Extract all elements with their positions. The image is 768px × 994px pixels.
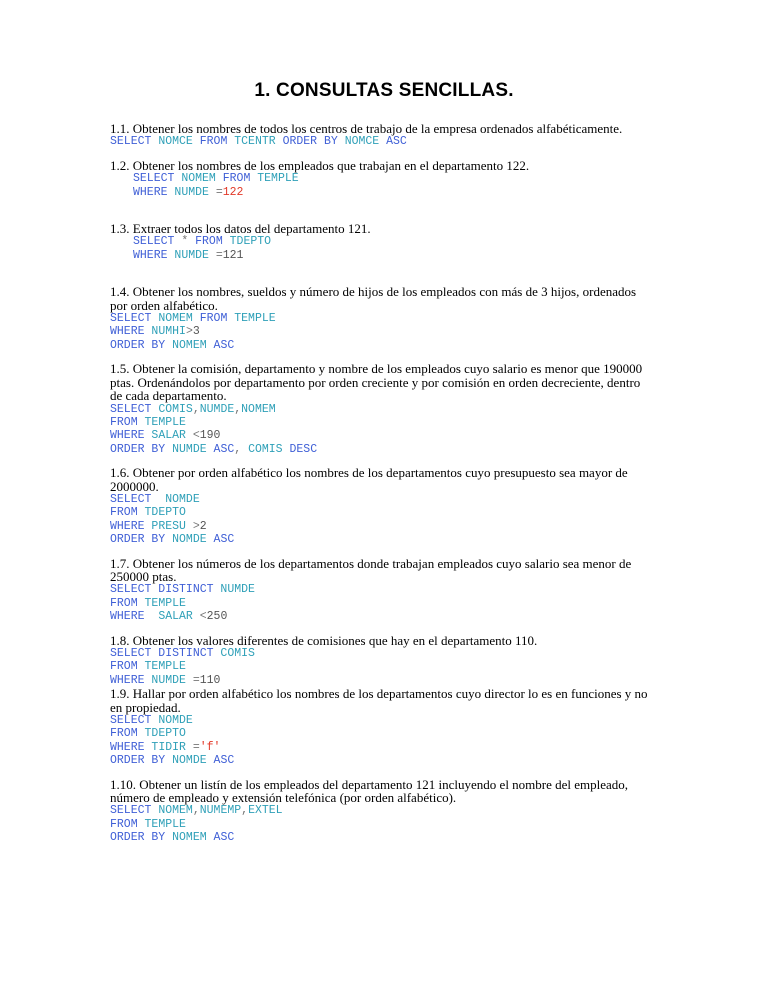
sql-token: FROM — [199, 135, 235, 149]
sql-token: * — [181, 235, 196, 249]
sql-token: NUMDE — [220, 583, 255, 597]
sql-line — [110, 727, 650, 740]
sql-token: WHERE — [110, 740, 152, 754]
sql-line — [110, 312, 650, 325]
sql-token: TEMPLE — [144, 660, 186, 674]
sql-line — [110, 403, 650, 416]
sql-token: 3 — [192, 325, 200, 339]
sql-token: FROM — [110, 660, 145, 674]
sql-token: WHERE — [110, 673, 152, 687]
exercise-2 — [110, 159, 650, 199]
sql-line — [110, 674, 650, 687]
sql-token: NUMHI — [151, 325, 186, 339]
sql-token: ORDER BY — [110, 533, 173, 547]
sql-token: SELECT — [110, 402, 159, 416]
sql-token: ASC — [213, 754, 235, 768]
sql-token: NUMDE — [172, 442, 214, 456]
sql-token: ORDER BY — [110, 831, 173, 845]
sql-token: SELECT DISTINCT — [110, 647, 221, 660]
sql-token: SELECT — [133, 172, 182, 186]
sql-line — [110, 610, 650, 623]
sql-line — [110, 135, 650, 148]
sql-token: TCENTR — [234, 135, 283, 149]
sql-line — [110, 804, 650, 817]
sql-token: NOMCE — [344, 135, 387, 149]
sql-token: ORDER BY — [110, 442, 173, 456]
sql-token: ORDER BY — [110, 338, 173, 352]
sql-token: WHERE — [110, 429, 152, 443]
sql-token: 110 — [199, 673, 221, 687]
exercise-question: 1.10. Obtener un listín de los empleados del departamento 121 incluyendo el nombre del empleado, número de empleado y extensión telefónica (por orden alfabético). — [110, 776, 629, 806]
exercise-question: 1.9. Hallar por orden alfabético los nombres de los departamentos cuyo director lo es en funciones y no en propiedad. — [110, 686, 648, 715]
sql-line — [110, 647, 650, 660]
sql-token: SELECT — [133, 235, 182, 249]
sql-token: WHERE — [110, 610, 159, 624]
sql-token: TDEPTO — [144, 727, 186, 741]
sql-token: COMIS — [158, 402, 193, 416]
sql-token: = — [215, 248, 223, 262]
exercise-question: 1.8. Obtener los valores diferentes de comisiones que hay en el departamento 110. — [110, 632, 538, 648]
sql-token: FROM — [110, 727, 145, 741]
sql-line — [110, 172, 650, 185]
sql-token: , — [192, 402, 200, 416]
sql-token: < — [199, 610, 207, 624]
sql-line — [110, 583, 650, 596]
sql-token: SELECT — [110, 135, 159, 149]
exercise-4 — [110, 285, 650, 352]
sql-line — [110, 506, 650, 519]
sql-line — [110, 831, 650, 844]
sql-token: NOMCE — [158, 135, 200, 149]
sql-line — [110, 520, 650, 533]
exercise-9 — [110, 687, 650, 767]
sql-token: NUMEMP — [199, 804, 242, 818]
exercise-question: 1.4. Obtener los nombres, sueldos y número de hijos de los empleados con más de 3 hijos, ordenados por orden alfabético. — [110, 284, 637, 313]
sql-token: SELECT — [110, 804, 159, 818]
sql-line — [110, 186, 650, 199]
sql-line — [110, 416, 650, 429]
sql-token: = — [215, 185, 223, 199]
exercise-question: 1.2. Obtener los nombres de los empleados que trabajan en el departamento 122. — [110, 157, 530, 173]
sql-line — [110, 714, 650, 727]
sql-token: < — [192, 429, 200, 443]
sql-token: > — [192, 519, 200, 533]
sql-token: WHERE — [133, 185, 175, 199]
sql-token: ASC — [213, 831, 235, 845]
exercise-question: 1.5. Obtener la comisión, departamento y nombre de los empleados cuyo salario es menor que 190000 ptas. Ordenándolos por departamento por orden creciente y por comisión en orden decreciente, dentro de cada departamento. — [110, 361, 643, 404]
sql-token: 190 — [199, 429, 221, 443]
sql-line — [110, 429, 650, 442]
sql-token: NOMDE — [158, 714, 193, 728]
sql-token: TDEPTO — [229, 235, 272, 249]
sql-token: WHERE — [110, 519, 152, 533]
sql-token: TEMPLE — [144, 817, 186, 831]
sql-line — [110, 660, 650, 673]
sql-token: WHERE — [110, 325, 152, 339]
exercise-6 — [110, 466, 650, 546]
sql-token: SELECT — [110, 312, 159, 326]
sql-line — [110, 443, 650, 456]
sql-token: , — [234, 442, 249, 456]
sql-token: SELECT — [110, 492, 166, 506]
sql-line — [110, 597, 650, 610]
sql-token: TEMPLE — [234, 312, 276, 326]
sql-token: TEMPLE — [144, 415, 186, 429]
sql-token: SELECT DISTINCT — [110, 583, 221, 597]
sql-token: NOMDE — [172, 754, 214, 768]
exercise-question: 1.3. Extraer todos los datos del departamento 121. — [110, 221, 371, 237]
sql-token: = — [192, 673, 200, 687]
sql-token: NOMEM — [158, 804, 193, 818]
sql-token: 2 — [199, 519, 207, 533]
sql-token: 121 — [222, 248, 244, 262]
sql-token: FROM — [110, 506, 145, 520]
sql-token: NOMEM — [241, 402, 276, 416]
exercise-5 — [110, 362, 650, 456]
sql-token: NOMEM — [172, 338, 214, 352]
sql-line — [110, 339, 650, 352]
exercise-list — [110, 122, 650, 845]
sql-token: FROM — [110, 415, 145, 429]
sql-token: TDEPTO — [144, 506, 186, 520]
sql-token: SALAR — [158, 610, 200, 624]
sql-token: 250 — [206, 610, 228, 624]
sql-token: NUMDE — [174, 185, 216, 199]
sql-token: NOMEM — [181, 172, 223, 186]
sql-token: ASC — [213, 442, 235, 456]
sql-token: 122 — [222, 185, 244, 199]
sql-token: FROM — [110, 596, 145, 610]
sql-token: COMIS — [220, 647, 255, 660]
sql-token: FROM — [195, 235, 230, 249]
sql-token: ASC — [213, 533, 235, 547]
sql-token: TEMPLE — [257, 172, 299, 186]
sql-token: ORDER BY — [110, 754, 173, 768]
sql-token: NOMDE — [172, 533, 214, 547]
sql-token: NOMEM — [172, 831, 214, 845]
sql-token: FROM — [110, 817, 145, 831]
sql-token: = — [192, 740, 200, 754]
sql-token: COMIS — [248, 442, 290, 456]
sql-line — [110, 533, 650, 546]
exercise-question: 1.7. Obtener los números de los departamentos donde trabajan empleados cuyo salario sea menor de 250000 ptas. — [110, 555, 632, 584]
sql-token: ORDER BY — [282, 135, 345, 149]
sql-token: FROM — [199, 312, 235, 326]
sql-token: > — [185, 325, 193, 339]
sql-line — [110, 754, 650, 767]
sql-token: NUMDE — [174, 248, 216, 262]
sql-line — [110, 325, 650, 338]
exercise-question: 1.1. Obtener los nombres de todos los centros de trabajo de la empresa ordenados alfabéticamente. — [110, 121, 623, 136]
sql-line — [110, 493, 650, 506]
exercise-10 — [110, 778, 650, 845]
sql-token: NOMEM — [158, 312, 200, 326]
sql-line — [110, 818, 650, 831]
sql-token: TIDIR — [151, 740, 193, 754]
exercise-7 — [110, 557, 650, 624]
sql-token: EXTEL — [248, 804, 283, 818]
sql-token: , — [234, 402, 242, 416]
sql-line — [110, 741, 650, 754]
exercise-1 — [110, 122, 650, 149]
sql-token: PRESU — [151, 519, 193, 533]
sql-token: FROM — [222, 172, 258, 186]
sql-token: SELECT — [110, 714, 159, 728]
sql-token: NUMDE — [199, 402, 235, 416]
sql-line — [110, 249, 650, 262]
sql-token: DESC — [289, 442, 318, 456]
sql-token: 'f' — [199, 740, 221, 754]
page-title: 1. CONSULTAS SENCILLAS. — [254, 80, 514, 101]
sql-token: , — [192, 804, 200, 818]
sql-token: TEMPLE — [144, 596, 186, 610]
sql-token: SALAR — [151, 429, 193, 443]
sql-token: , — [241, 804, 249, 818]
sql-token: ASC — [386, 135, 407, 149]
exercise-question: 1.6. Obtener por orden alfabético los nombres de los departamentos cuyo presupuesto sea mayor de 2000000. — [110, 465, 628, 494]
exercise-3 — [110, 222, 650, 262]
sql-token: NOMDE — [165, 492, 200, 506]
sql-token: ASC — [213, 338, 235, 352]
sql-token: NUMDE — [151, 673, 193, 687]
sql-token: WHERE — [133, 248, 175, 262]
sql-line — [110, 235, 650, 248]
exercise-8 — [110, 634, 650, 688]
